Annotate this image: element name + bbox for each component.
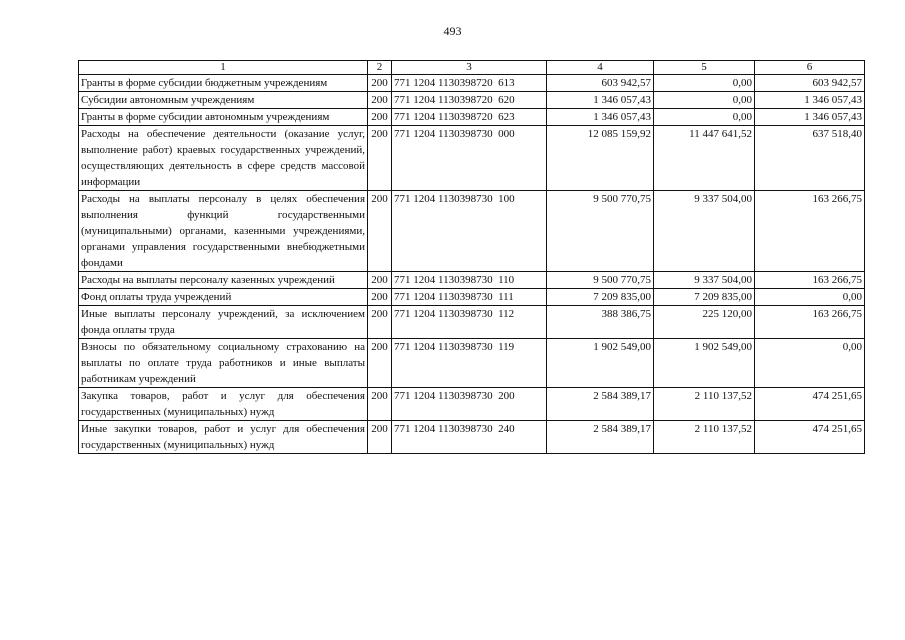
amount-column-6: 1 346 057,43 <box>755 109 865 126</box>
budget-classification-code: 771 1204 1130398730 112 <box>392 306 547 339</box>
budget-classification-code: 771 1204 1130398730 000 <box>392 126 547 191</box>
budget-classification-code: 771 1204 1130398730 111 <box>392 289 547 306</box>
row-description: Закупка товаров, работ и услуг для обеспечения государственных (муниципальных) нужд <box>79 388 368 421</box>
amount-column-6: 1 346 057,43 <box>755 92 865 109</box>
amount-column-4: 1 902 549,00 <box>547 339 654 388</box>
column-header: 2 <box>368 61 392 75</box>
row-description: Субсидии автономным учреждениям <box>79 92 368 109</box>
column-header: 3 <box>392 61 547 75</box>
amount-column-5: 2 110 137,52 <box>654 388 755 421</box>
amount-column-4: 9 500 770,75 <box>547 191 654 272</box>
row-description: Фонд оплаты труда учреждений <box>79 289 368 306</box>
cell-column-2: 200 <box>368 92 392 109</box>
cell-column-2: 200 <box>368 272 392 289</box>
budget-classification-code: 771 1204 1130398720 620 <box>392 92 547 109</box>
amount-column-4: 9 500 770,75 <box>547 272 654 289</box>
table-row <box>79 92 865 109</box>
cell-column-2: 200 <box>368 306 392 339</box>
amount-column-4: 2 584 389,17 <box>547 388 654 421</box>
amount-column-4: 1 346 057,43 <box>547 109 654 126</box>
table-row <box>79 306 865 339</box>
column-number-row <box>79 61 865 75</box>
column-header: 1 <box>79 61 368 75</box>
table-row <box>79 272 865 289</box>
table-row <box>79 109 865 126</box>
amount-column-4: 2 584 389,17 <box>547 421 654 454</box>
amount-column-6: 637 518,40 <box>755 126 865 191</box>
amount-column-4: 1 346 057,43 <box>547 92 654 109</box>
cell-column-2: 200 <box>368 289 392 306</box>
budget-classification-code: 771 1204 1130398730 200 <box>392 388 547 421</box>
row-description: Иные выплаты персоналу учреждений, за исключением фонда оплаты труда <box>79 306 368 339</box>
table-row <box>79 126 865 191</box>
budget-table <box>78 60 865 454</box>
table-row <box>79 289 865 306</box>
amount-column-6: 163 266,75 <box>755 306 865 339</box>
amount-column-5: 225 120,00 <box>654 306 755 339</box>
budget-classification-code: 771 1204 1130398720 623 <box>392 109 547 126</box>
amount-column-5: 2 110 137,52 <box>654 421 755 454</box>
budget-classification-code: 771 1204 1130398720 613 <box>392 75 547 92</box>
cell-column-2: 200 <box>368 109 392 126</box>
amount-column-6: 163 266,75 <box>755 191 865 272</box>
row-description: Расходы на выплаты персоналу казенных учреждений <box>79 272 368 289</box>
cell-column-2: 200 <box>368 388 392 421</box>
cell-column-2: 200 <box>368 339 392 388</box>
budget-classification-code: 771 1204 1130398730 110 <box>392 272 547 289</box>
amount-column-5: 0,00 <box>654 109 755 126</box>
column-header: 4 <box>547 61 654 75</box>
amount-column-6: 0,00 <box>755 289 865 306</box>
amount-column-4: 7 209 835,00 <box>547 289 654 306</box>
amount-column-4: 388 386,75 <box>547 306 654 339</box>
row-description: Взносы по обязательному социальному страхованию на выплаты по оплате труда работников и иные выплаты работникам учреждений <box>79 339 368 388</box>
amount-column-5: 9 337 504,00 <box>654 272 755 289</box>
cell-column-2: 200 <box>368 75 392 92</box>
amount-column-4: 603 942,57 <box>547 75 654 92</box>
column-header: 5 <box>654 61 755 75</box>
amount-column-6: 0,00 <box>755 339 865 388</box>
amount-column-6: 163 266,75 <box>755 272 865 289</box>
cell-column-2: 200 <box>368 126 392 191</box>
row-description: Гранты в форме субсидии автономным учреждениям <box>79 109 368 126</box>
amount-column-6: 603 942,57 <box>755 75 865 92</box>
amount-column-5: 7 209 835,00 <box>654 289 755 306</box>
budget-classification-code: 771 1204 1130398730 119 <box>392 339 547 388</box>
amount-column-5: 0,00 <box>654 92 755 109</box>
page-number: 493 <box>443 24 462 38</box>
table-row <box>79 421 865 454</box>
amount-column-4: 12 085 159,92 <box>547 126 654 191</box>
table-row <box>79 339 865 388</box>
amount-column-5: 0,00 <box>654 75 755 92</box>
row-description: Расходы на обеспечение деятельности (оказание услуг, выполнение работ) краевых государственных учреждений, осуществляющих деятельность в сфере средств массовой информации <box>79 126 368 191</box>
table-row <box>79 388 865 421</box>
amount-column-6: 474 251,65 <box>755 421 865 454</box>
amount-column-6: 474 251,65 <box>755 388 865 421</box>
amount-column-5: 9 337 504,00 <box>654 191 755 272</box>
table-row <box>79 191 865 272</box>
amount-column-5: 11 447 641,52 <box>654 126 755 191</box>
row-description: Расходы на выплаты персоналу в целях обеспечения выполнения функций государственными (муниципальными) органами, казенными учреждениями, органами управления государственными внебюджетными фондами <box>79 191 368 272</box>
column-header: 6 <box>755 61 865 75</box>
cell-column-2: 200 <box>368 191 392 272</box>
amount-column-5: 1 902 549,00 <box>654 339 755 388</box>
budget-classification-code: 771 1204 1130398730 100 <box>392 191 547 272</box>
table-row <box>79 75 865 92</box>
row-description: Гранты в форме субсидии бюджетным учреждениям <box>79 75 368 92</box>
row-description: Иные закупки товаров, работ и услуг для обеспечения государственных (муниципальных) нужд <box>79 421 368 454</box>
budget-classification-code: 771 1204 1130398730 240 <box>392 421 547 454</box>
cell-column-2: 200 <box>368 421 392 454</box>
